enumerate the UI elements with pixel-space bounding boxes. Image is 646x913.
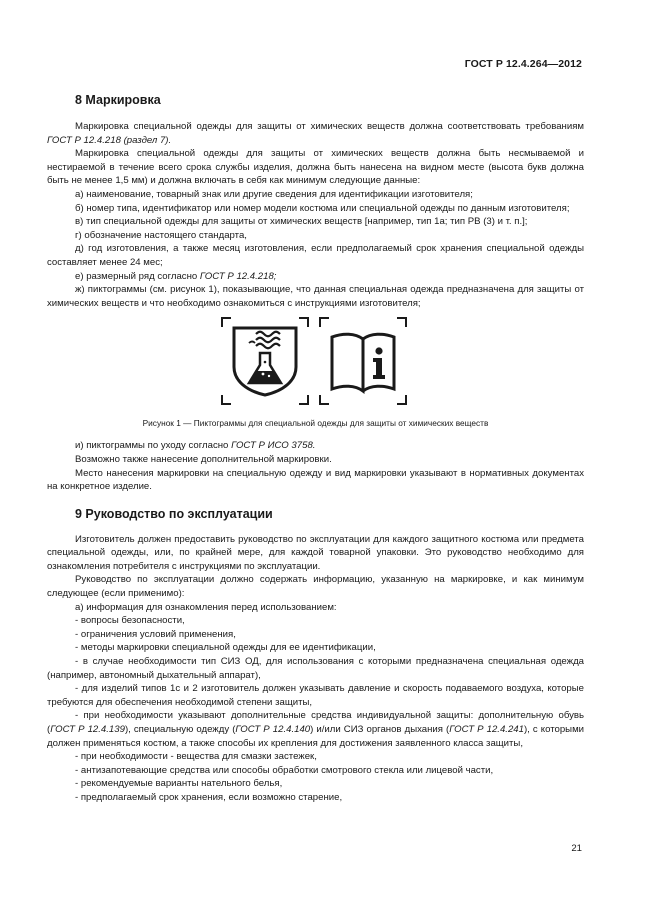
figure-caption: Рисунок 1 — Пиктограммы для специальной одежды для защиты от химических веществ — [142, 418, 489, 429]
list-item: - в случае необходимости тип СИЗ ОД, для использования с которыми предназначена специальная одежда (например, автономный дыхательный аппарат), — [47, 656, 584, 681]
list-item: б) номер типа, идентификатор или номер модели костюма или специальной одежды по данным изготовителя; — [75, 202, 570, 214]
standard-reference: ГОСТ Р 12.4.218 (раздел 7). — [47, 134, 172, 146]
book-info-icon — [329, 325, 397, 397]
text: Маркировка специальной одежды для защиты от химических веществ должна соответствовать требованиям — [75, 121, 584, 132]
paragraph: Возможно также нанесение дополнительной маркировки. — [75, 453, 332, 465]
paragraph — [47, 120, 584, 147]
shield-flask-icon — [231, 325, 299, 397]
list-item: - методы маркировки специальной одежды для ее идентификации, — [75, 642, 376, 654]
chemical-protection-pictogram — [221, 317, 309, 405]
list-item: г) обозначение настоящего стандарта, — [75, 229, 247, 241]
document-header: ГОСТ Р 12.4.264—2012 — [464, 58, 582, 70]
section-9-title: 9 Руководство по эксплуатации — [75, 506, 273, 521]
list-item: - при необходимости - вещества для смазки застежек, — [75, 751, 317, 763]
page-number: 21 — [571, 843, 582, 854]
list-item: а) информация для ознакомления перед использованием: — [75, 601, 337, 613]
list-item: - вопросы безопасности, — [75, 615, 185, 627]
text: е) размерный ряд согласно — [75, 270, 200, 282]
list-item: - для изделий типов 1с и 2 изготовитель должен указывать давление и скорость подаваемого воздуха, которые требуются для обеспечения необходимой степени защиты, — [47, 683, 584, 708]
standard-reference: ГОСТ Р 12.4.218; — [199, 270, 277, 282]
standard-reference: ГОСТ Р 12.4.139 — [50, 724, 125, 735]
page-content — [47, 92, 584, 805]
list-item: - антизапотевающие средства или способы обработки смотрового стекла или лицевой части, — [75, 764, 494, 776]
list-item: - ограничения условий применения, — [75, 628, 236, 640]
paragraph: Изготовитель должен предоставить руководство по эксплуатации для каждого защитного костюма или предмета специальной одежды, или, по крайней мере, для каждой товарной упаковки. Это руководство необходимо для ознакомления потребителя с инструкциями по эксплуатации. — [47, 533, 584, 572]
text: ), специальную одежду ( — [124, 724, 236, 735]
list-item — [47, 709, 584, 750]
list-item — [47, 270, 584, 284]
text: - при необходимости указывают дополнительные средства индивидуальной защиты: дополнительную обувь ( — [47, 710, 584, 735]
list-item: - рекомендуемые варианты нательного белья, — [75, 778, 283, 790]
text: ), с которыми должен применяться костюм, а также способы их крепления для достижения заявленного класса защиты, — [47, 724, 585, 749]
list-item: - предполагаемый срок хранения, если возможно старение, — [75, 791, 343, 803]
list-item: а) наименование, товарный знак или другие сведения для идентификации изготовителя; — [75, 188, 473, 200]
list-item: ж) пиктограммы (см. рисунок 1), показывающие, что данная специальная одежда предназначена для защиты от химических веществ и что необходимо ознакомиться с инструкциями изготовителя; — [47, 284, 584, 309]
standard-reference: ГОСТ Р ИСО 3758. — [231, 440, 316, 452]
list-item: д) год изготовления, а также месяц изготовления, если предполагаемый срок хранения специальной одежды составляет менее 24 мес; — [47, 243, 584, 268]
standard-reference: ГОСТ Р 12.4.140 — [235, 724, 311, 735]
figure-pictograms — [47, 317, 584, 413]
text: ) и/или СИЗ органов дыхания ( — [310, 724, 450, 735]
standard-reference: ГОСТ Р 12.4.241 — [449, 724, 524, 735]
section-8-title: 8 Маркировка — [75, 93, 161, 107]
paragraph: Место нанесения маркировки на специальную одежду и вид маркировки указывают в нормативных документах на конкретное изделие. — [47, 467, 584, 493]
paragraph: Руководство по эксплуатации должно содержать информацию, указанную на маркировке, и как минимум следующее (если применимо): — [47, 574, 584, 600]
list-item — [47, 439, 584, 453]
text: и) пиктограммы по уходу согласно — [75, 440, 232, 452]
list-item: в) тип специальной одежды для защиты от химических веществ [например, тип 1а; тип PB (3) и т. п.]; — [75, 216, 528, 228]
paragraph: Маркировка специальной одежды для защиты от химических веществ должна быть несмываемой и нестираемой в течение всего срока службы изделия, должна быть нанесена на видном месте (высота букв должна быть не менее 1,5 мм) и должна включать в себя как минимум следующие данные: — [47, 148, 584, 187]
read-instructions-pictogram — [319, 317, 407, 405]
